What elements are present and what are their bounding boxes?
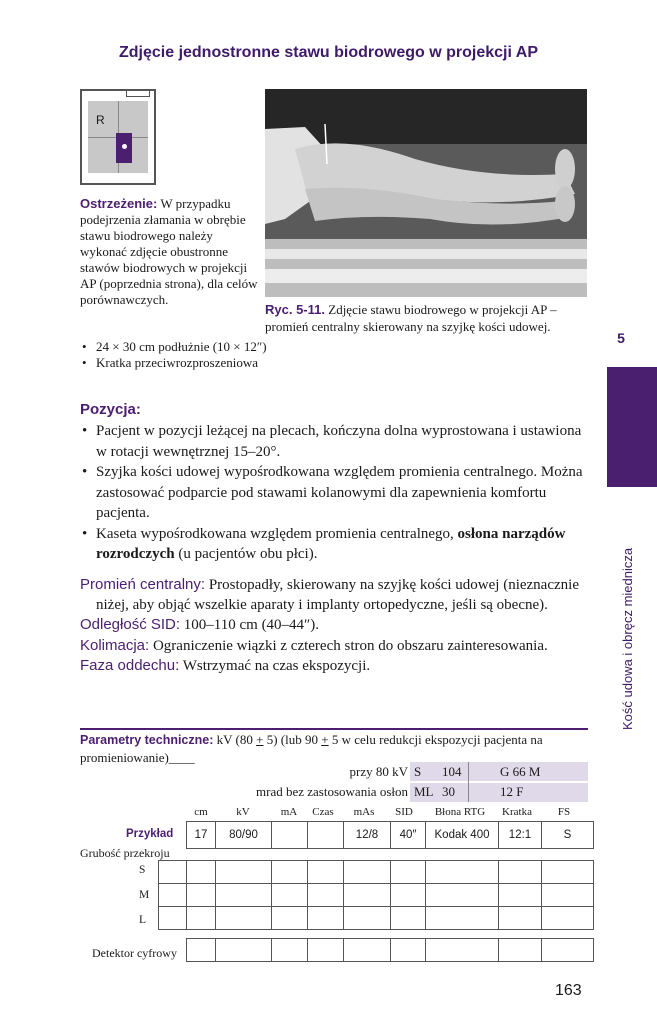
detector-label: Detektor cyfrowy [92,946,177,960]
exposure-value: 30 [442,784,455,799]
spec-item: • 24 × 30 cm podłużnie (10 × 12″) [80,339,290,355]
thickness-label: Grubość przekroju [80,846,170,860]
figure-caption-text: Zdjęcie stawu biodrowego w projekcji AP – promień centralny skierowany na szyjkę kości udowej. [265,302,557,334]
table-row [187,939,594,962]
position-item [80,524,595,565]
params-text: kV (80 [213,732,257,747]
table-row [159,907,594,930]
chapter-number: 5 [617,330,625,346]
params-text: 5 w celu redukcji ekspozycji pacjenta na promieniowanie)____ [80,732,543,765]
column-header: mA [280,806,298,818]
exposure-value: G 66 M [500,764,541,779]
spec-item: • Kratka przeciwrozproszeniowa [80,355,290,371]
table-cell: 12:1 [499,822,542,849]
collimation-text: Ograniczenie wiązki z czterech stron do obszaru zainteresowania. [149,637,548,654]
exposure-value: 12 F [500,784,524,799]
detector-table [186,938,594,962]
chapter-name: Kość udowa i obręcz miednicza [620,547,635,730]
page-number: 163 [555,982,582,999]
figure-label: Ryc. 5-11. [265,302,325,317]
position-heading: Pozycja: [80,401,141,418]
cassette-area [88,101,148,173]
table-row [187,822,594,849]
table-row [159,861,594,884]
row-label: S [139,864,146,876]
column-header: cm [194,806,208,818]
breathing-text: Wstrzymać na czas ekspozycji. [179,658,371,674]
breathing-label: Faza oddechu: [80,657,180,674]
position-item: • Pacjent w pozycji leżącej na plecach, kończyna dolna wyprostowana i ustawiona w rotacji wewnętrznej 15–20°. [80,421,595,462]
cassette-specs [80,339,290,371]
table-cell: 40″ [391,822,426,849]
column-header: SID [395,806,413,818]
column-header: kV [236,806,250,818]
table-cell [308,822,344,849]
figure-caption [265,301,595,335]
exposure-label: mrad bez zastosowania osłon [256,784,408,799]
breathing-line [80,656,595,677]
central-ray-dot [122,144,127,149]
patient-photo [265,89,587,297]
warning-note [80,196,260,308]
position-item-text: Kaseta wypośrodkowana względem promienia centralnego, [96,525,458,542]
exposure-code: S [414,764,422,779]
positioning-diagram [80,89,156,185]
table-cell: 80/90 [216,822,272,849]
column-header: Czas [312,806,334,818]
params-label: Parametry techniczne: [80,733,214,747]
diagram-tab [126,90,150,97]
table-cell: 12/8 [344,822,391,849]
exposure-label: przy 80 kV [349,764,408,779]
warning-label: Ostrzeżenie: [80,196,158,211]
central-ray-text: Prostopadły, skierowany na szyjkę kości udowej (nieznacznie niżej, aby objąć wszelkie aparaty i implanty ortopedyczne, jeśli są obecne). [96,577,579,613]
sid-text: 100–110 cm (40–44″). [180,617,320,633]
page-title: Zdjęcie jednostronne stawu biodrowego w projekcji AP [118,44,539,61]
thickness-table [158,860,594,930]
table-cell [272,822,308,849]
sid-line [80,615,595,636]
table-cell: Kodak 400 [426,822,499,849]
warning-text: W przypadku podejrzenia złamania w obrębie stawu biodrowego należy wykonać zdjęcie obustronne stawów biodrowych w projekcji AP (poprzednia strona), dla celów porównawczych. [80,196,258,307]
params-text: 5) (lub 90 [263,732,322,747]
table-cell: S [542,822,594,849]
side-marker: R [96,113,105,127]
position-list [80,421,595,565]
table-cell: 17 [187,822,216,849]
chapter-tab [607,367,657,487]
collimation-line [80,636,595,657]
example-label: Przykład [126,828,174,840]
row-label: M [139,889,150,901]
params-plusminus: + [256,732,264,747]
collimation-label: Kolimacja: [80,636,150,654]
row-label: L [139,914,147,926]
position-item: • Szyjka kości udowej wypośrodkowana względem promienia centralnego. Można zastosować podparcie pod stawami kolanowymi dla zapewnienia komfortu pacjenta. [80,462,595,524]
central-ray [80,575,595,615]
column-header: mAs [353,806,375,818]
example-table [186,821,594,849]
exposure-value: 104 [442,764,462,779]
position-item-bold: osłona narządów rozrodczych [96,525,566,562]
params-plusminus: + [321,732,329,747]
column-header: Błona RTG [434,806,486,818]
column-header: FS [557,806,571,818]
column-header: Kratka [502,806,532,818]
central-ray-label: Promień centralny: [80,576,206,593]
position-item-text: (u pacjentów obu płci). [174,546,318,562]
table-row [159,884,594,907]
exposure-code: ML [414,784,434,799]
technique-block [80,575,595,677]
sid-label: Odległość SID: [80,616,181,633]
